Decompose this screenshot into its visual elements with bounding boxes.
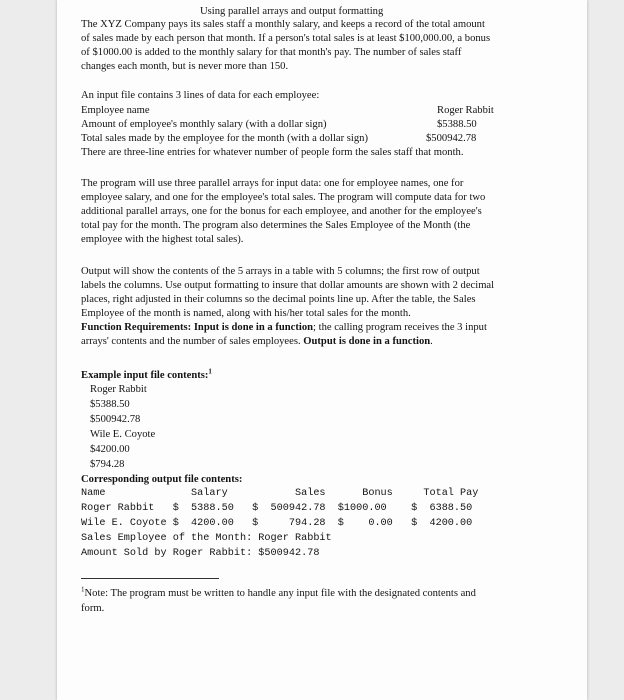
footnote-mark: 1 <box>81 585 85 594</box>
footnote-line <box>81 586 476 601</box>
input-field-example: $5388.50 <box>437 119 477 130</box>
footnote-text: Note: The program must be written to handle any input file with the designated contents and <box>84 588 476 599</box>
example-input-line: Wile E. Coyote <box>90 429 156 440</box>
footnote-ref: 1 <box>208 367 212 376</box>
function-requirements-line <box>81 334 433 349</box>
paragraph-line: Employee of the month is named, along with his/her total sales for the month. <box>81 308 411 319</box>
example-input-line: $794.28 <box>90 459 125 470</box>
input-outro: There are three-line entries for whatever number of people form the sales staff that month. <box>81 147 464 158</box>
paragraph-line: places, right adjusted in their columns so the decimal points line up. After the table, the Sales <box>81 294 476 305</box>
paragraph-line: The XYZ Company pays its sales staff a monthly salary, and keeps a record of the total amount <box>81 19 485 30</box>
input-intro: An input file contains 3 lines of data for each employee: <box>81 90 320 101</box>
example-input-line: $500942.78 <box>90 414 141 425</box>
func-req-input: Input is done in a function <box>193 322 314 333</box>
output-line: Roger Rabbit $ 5388.50 $ 500942.78 $1000.00 $ 6388.50 <box>81 503 473 514</box>
example-input-line: $5388.50 <box>90 399 130 410</box>
paragraph-line: total pay for the month. The program also determines the Sales Employee of the Month (the <box>81 220 471 231</box>
output-line: Amount Sold by Roger Rabbit: $500942.78 <box>81 548 320 559</box>
footnote-divider <box>81 578 219 579</box>
func-req-mid: ; the calling program receives the 3 input <box>313 322 487 333</box>
output-line: Name Salary Sales Bonus Total Pay <box>81 488 479 499</box>
func-req-end: . <box>430 336 433 347</box>
document-title: Using parallel arrays and output formatting <box>200 6 384 17</box>
func-req-line2: arrays' contents and the number of sales employees. <box>81 336 301 347</box>
paragraph-line: employee salary, and one for the employee's total sales. The program will compute data for two <box>81 192 486 203</box>
func-req-output: Output is done in a function <box>303 336 431 347</box>
example-input-heading <box>81 368 212 383</box>
example-input-line: $4200.00 <box>90 444 130 455</box>
paragraph-line: The program will use three parallel arrays for input data: one for employee names, one for <box>81 178 464 189</box>
paragraph-line: of sales made by each person that month. If a person's total sales is at least $100,000.00, a bonus <box>81 33 491 44</box>
output-line: Wile E. Coyote $ 4200.00 $ 794.28 $ 0.00 $ 4200.00 <box>81 518 473 529</box>
input-field-example: $500942.78 <box>426 133 477 144</box>
document-page <box>57 0 587 700</box>
paragraph-line: employee with the highest total sales). <box>81 234 244 245</box>
paragraph-line: of $1000.00 is added to the monthly salary for that month's pay. The number of sales staff <box>81 47 462 58</box>
function-requirements-line <box>81 320 487 335</box>
footnote-line: form. <box>81 603 105 614</box>
paragraph-line: Output will show the contents of the 5 arrays in a table with 5 columns; the first row of output <box>81 266 480 277</box>
paragraph-line: labels the columns. Use output formatting to insure that dollar amounts are shown with 2 decimal <box>81 280 495 291</box>
input-field-label: Amount of employee's monthly salary (with a dollar sign) <box>81 119 327 130</box>
input-field-label: Total sales made by the employee for the month (with a dollar sign) <box>81 133 368 144</box>
input-field-label: Employee name <box>81 105 150 116</box>
example-input-line: Roger Rabbit <box>90 384 147 395</box>
input-field-example: Roger Rabbit <box>437 105 494 116</box>
example-input-heading-text: Example input file contents: <box>81 370 209 381</box>
func-req-lead: Function Requirements: <box>81 322 192 333</box>
paragraph-line: additional parallel arrays, one for the bonus for each employee, and another for the employee's <box>81 206 482 217</box>
paragraph-line: changes each month, but is never more than 150. <box>81 61 289 72</box>
output-line: Sales Employee of the Month: Roger Rabbit <box>81 533 332 544</box>
output-heading: Corresponding output file contents: <box>81 474 243 485</box>
